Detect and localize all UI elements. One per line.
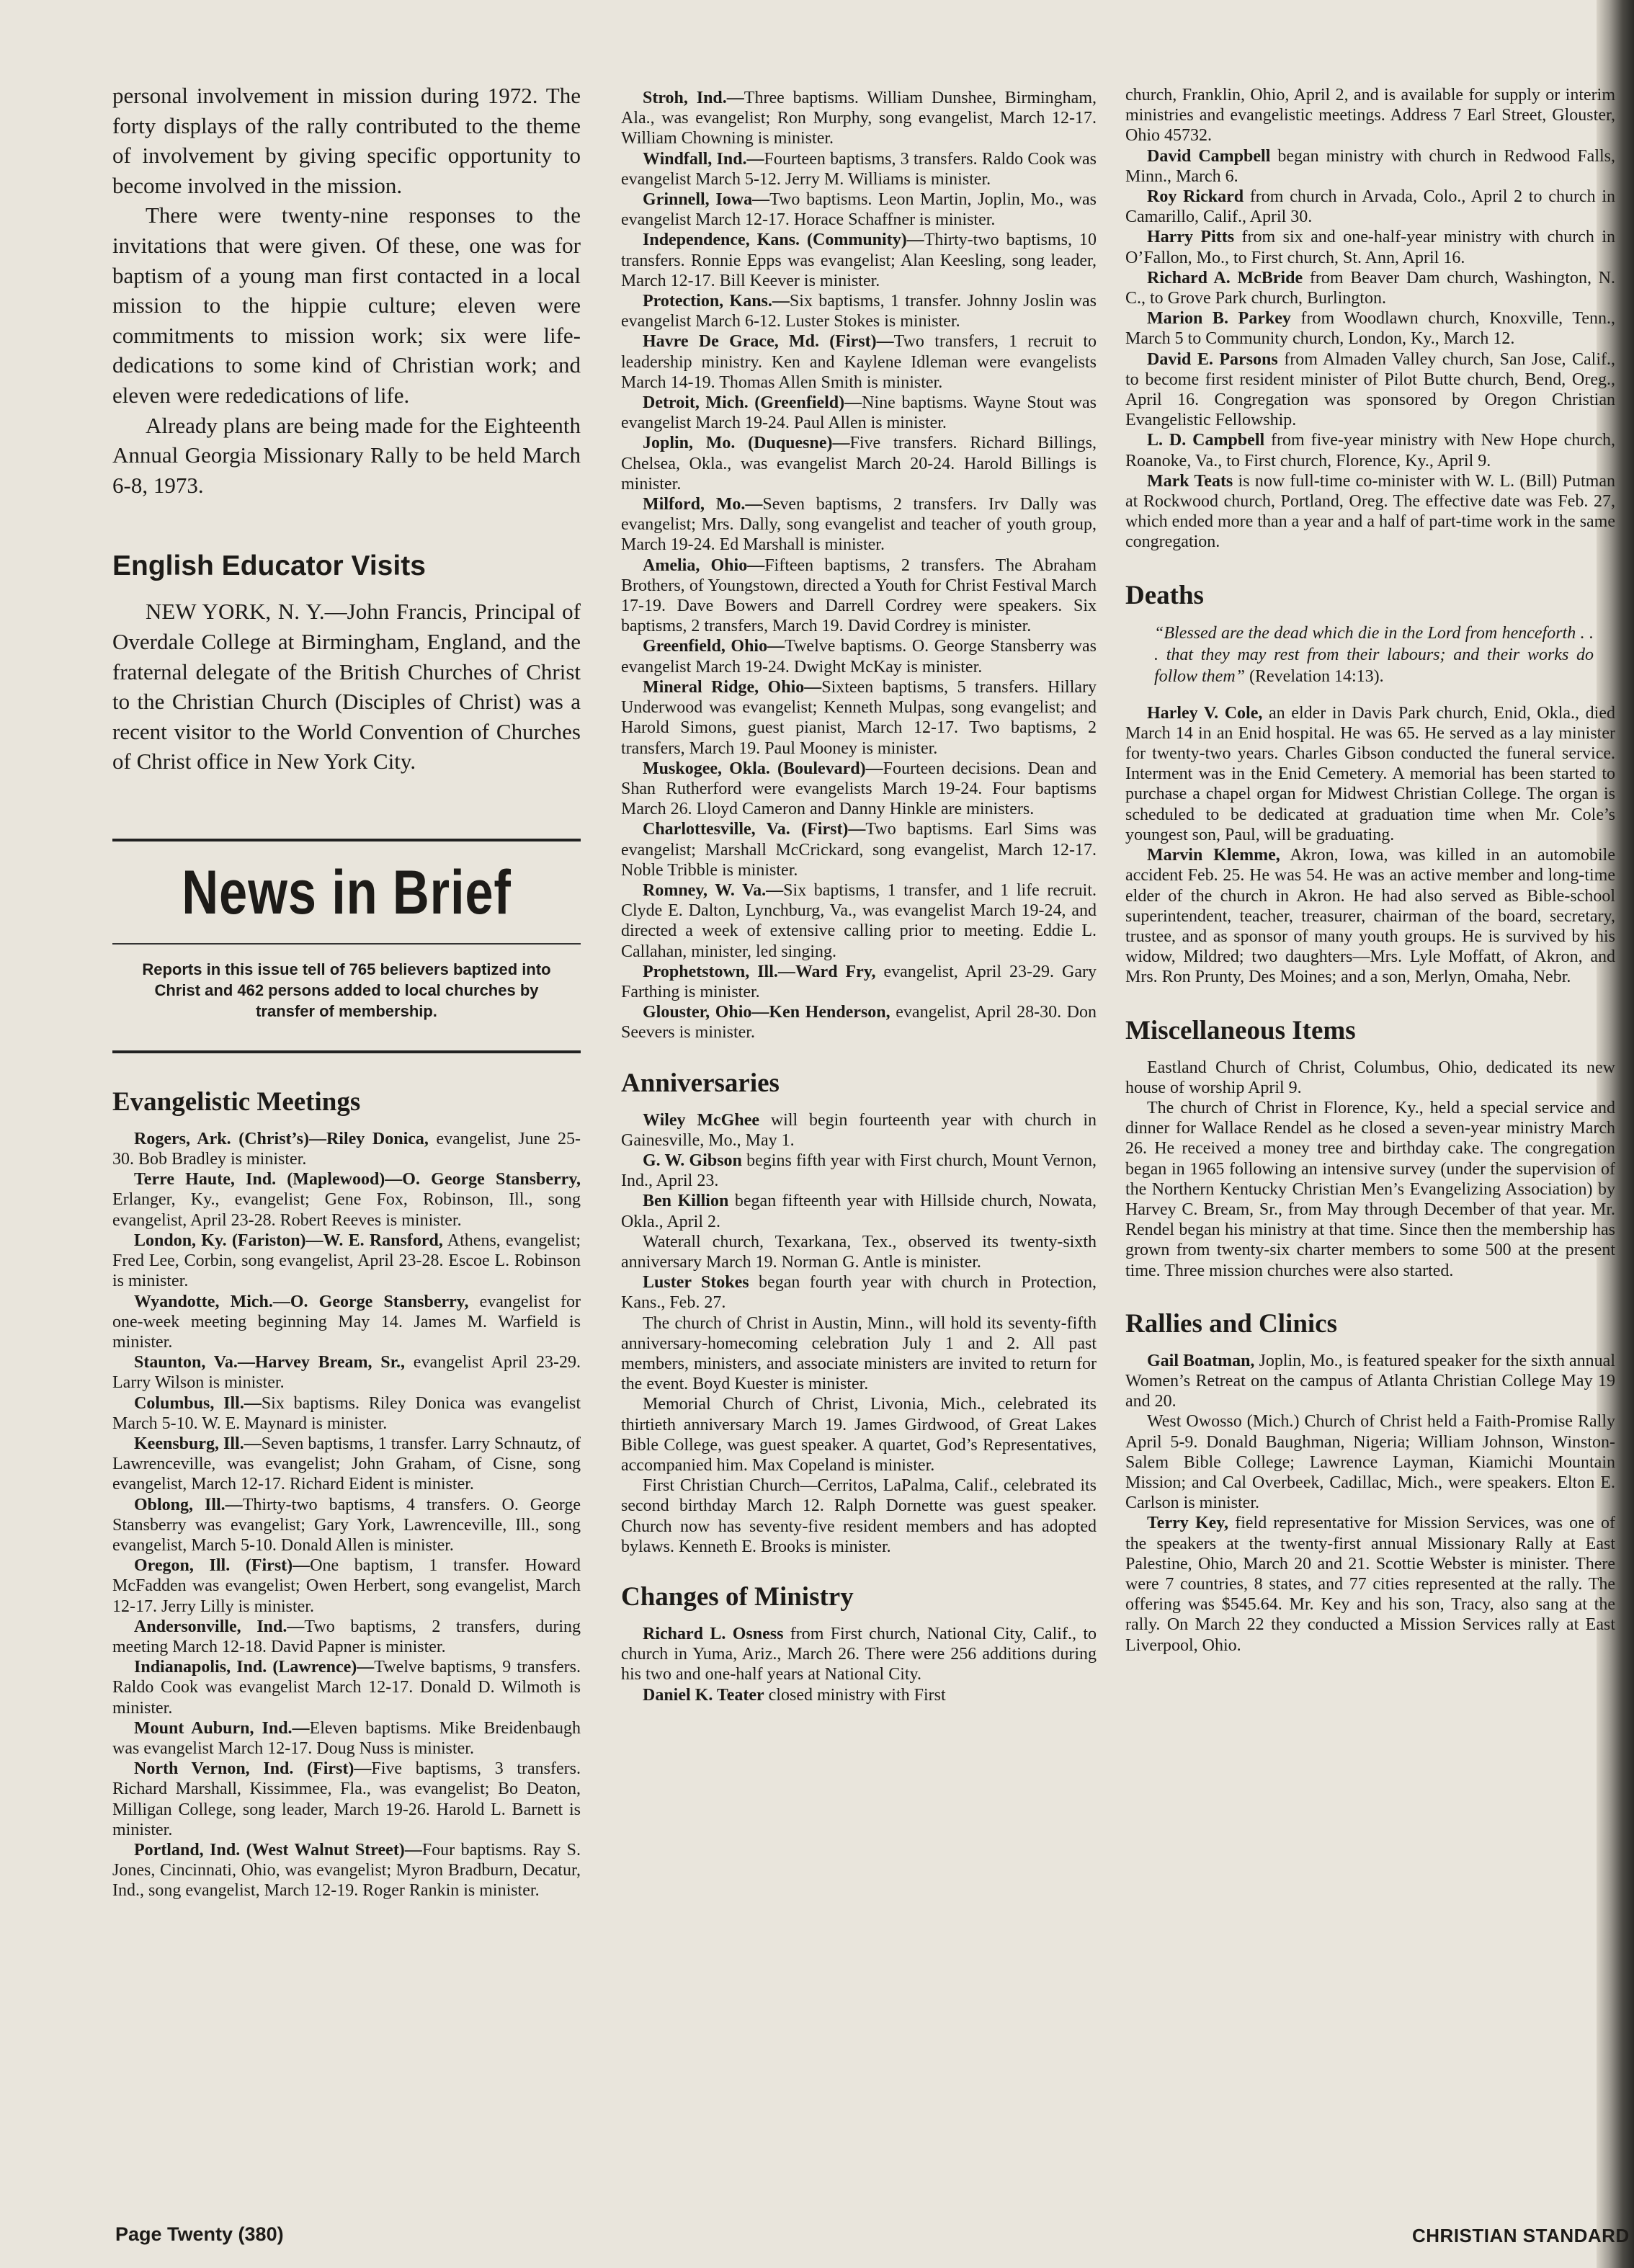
list-item: Amelia, Ohio—Fifteen baptisms, 2 transfers. The Abraham Brothers, of Youngstown, directed a Youth for Christ Festival March 17-19. Dave Bowers and Darrell Cordrey were speakers. Six baptisms, 2 transfers, March 19. David Cordrey is minister. [621,555,1097,636]
miscellaneous-list [1125,1058,1615,1281]
list-item: Portland, Ind. (West Walnut Street)—Four baptisms. Ray S. Jones, Cincinnati, Ohio, was evangelist; Myron Bradburn, Decatur, Ind., song evangelist, March 12-19. Roger Rankin is minister. [112,1840,581,1901]
list-item: Harley V. Cole, an elder in Davis Park church, Enid, Okla., died March 14 in an Enid hospital. He was 65. He served as a lay minister for twenty-two years. Charles Gibson conducted the funeral service. Interment was in the Enid Cemetery. A memorial has been started to purchase a chapel organ for Midwest Christian College. The organ is scheduled to be dedicated at graduation time when Mr. Cole’s youngest son, Paul, will be graduating. [1125,703,1615,844]
list-item: Rogers, Ark. (Christ’s)—Riley Donica, evangelist, June 25-30. Bob Bradley is minister. [112,1129,581,1169]
list-item: Roy Rickard from church in Arvada, Colo., April 2 to church in Camarillo, Calif., April 30. [1125,187,1615,227]
educator-paragraph: NEW YORK, N. Y.—John Francis, Principal of Overdale College at Birmingham, England, and the fraternal delegate of the British Churches of Christ to the Christian Church (Disciples of Christ) was a recent visitor to the World Convention of Churches of Christ office in New York City. [112,599,581,774]
list-item: Greenfield, Ohio—Twelve baptisms. O. George Stansberry was evangelist March 19-24. Dwight McKay is minister. [621,637,1097,677]
list-item: Stroh, Ind.—Three baptisms. William Dunshee, Birmingham, Ala., was evangelist; Ron Murphy, song evangelist, March 12-17. William Chowning is minister. [621,89,1097,148]
list-item: Andersonville, Ind.—Two baptisms, 2 transfers, during meeting March 12-18. David Papner is minister. [112,1617,581,1656]
list-item: Mark Teats is now full-time co-minister with W. L. (Bill) Putman at Rockwood church, Portland, Oreg. The effective date was Feb. 27, which ended more than a year and a half of part-time work in the same congregation. [1125,471,1615,552]
page-number: Page Twenty (380) [115,2223,284,2245]
changes-of-ministry-heading: Changes of Ministry [621,1582,854,1612]
list-item: Waterall church, Texarkana, Tex., observed its twenty-sixth anniversary March 19. Norman G. Antle is minister. [621,1232,1097,1272]
list-item: Terry Key, field representative for Mission Services, was one of the speakers at the twenty-first annual Missionary Rally at East Palestine, Ohio, March 20 and 21. Scottie Webster is minister. There were 7 countries, 8 states, and 77 cities represented at the rally. The offering was $545.64. Mr. Key and his son, Tracy, also sang at the rally. On March 22 they conducted a Mission Services rally at East Liverpool, Ohio. [1125,1514,1616,1655]
list-item: Eastland Church of Christ, Columbus, Ohio, dedicated its new house of worship April 9. [1125,1058,1615,1097]
list-item: Harry Pitts from six and one-half-year ministry with church in O’Fallon, Mo., to First church, St. Ann, April 16. [1125,228,1615,267]
list-item: Marion B. Parkey from Woodlawn church, Knoxville, Tenn., March 5 to Community church, London, Ky., March 12. [1125,309,1615,349]
column-middle [621,85,1097,1705]
educator-heading: English Educator Visits [112,550,426,582]
list-item: G. W. Gibson begins fifth year with First church, Mount Vernon, Ind., April 23. [621,1151,1097,1191]
list-item: Luster Stokes began fourth year with church in Protection, Kans., Feb. 27. [621,1273,1097,1313]
list-item: Wyandotte, Mich.—O. George Stansberry, evangelist for one-week meeting beginning May 14. James M. Warfield is minister. [112,1292,581,1352]
list-item: Havre De Grace, Md. (First)—Two transfers, 1 recruit to leadership ministry. Ken and Kaylene Idleman were evangelists March 14-19. Thomas Allen Smith is minister. [621,332,1097,392]
list-item: Windfall, Ind.—Fourteen baptisms, 3 transfers. Raldo Cook was evangelist March 5-12. Jerry M. Williams is minister. [621,149,1097,189]
list-item: L. D. Campbell from five-year ministry with New Hope church, Roanoke, Va., to First church, Florence, Ky., April 9. [1125,431,1615,470]
middle-rule [112,943,581,945]
list-item: Grinnell, Iowa—Two baptisms. Leon Martin, Joplin, Mo., was evangelist March 12-17. Horace Schaffner is minister. [621,190,1097,230]
news-in-brief-summary: Reports in this issue tell of 765 believers baptized into Christ and 462 persons added to local churches by transfer of membership. [142,960,551,1020]
list-item: Terre Haute, Ind. (Maplewood)—O. George Stansberry, Erlanger, Ky., evangelist; Gene Fox, Robinson, Ill., song evangelist, April 23-28. Robert Reeves is minister. [112,1170,581,1230]
list-item: Muskogee, Okla. (Boulevard)—Fourteen decisions. Dean and Shan Rutherford were evangelists March 19-24. Four baptisms March 26. Lloyd Cameron and Danny Hinkle are ministers. [621,759,1097,819]
rallies-list [1125,1351,1615,1656]
changes-of-ministry-list [621,1624,1097,1705]
scripture-quote: “Blessed are the dead which die in the Lord from henceforth . . . that they may rest from their labours; and their works do follow them” (Revelation 14:13). [1154,623,1594,686]
list-item: Prophetstown, Ill.—Ward Fry, evangelist, April 23-29. Gary Farthing is minister. [621,962,1097,1001]
list-item: Richard L. Osness from First church, National City, Calif., to church in Yuma, Ariz., March 26. There were 256 additions during his two and one-half years at National City. [621,1625,1097,1684]
list-item: Joplin, Mo. (Duquesne)—Five transfers. Richard Billings, Chelsea, Okla., was evangelist March 20-24. Harold Billings is minister. [621,434,1097,494]
rally-paragraph-1: personal involvement in mission during 1972. The forty displays of the rally contributed to the theme of involvement by giving specific opportunity to become involved in the mission. [112,83,581,198]
news-in-brief-box [112,839,581,1053]
list-item: Charlottesville, Va. (First)—Two baptisms. Earl Sims was evangelist; Marshall McCrickard, song evangelist, March 12-17. Noble Tribble is minister. [621,820,1097,880]
anniversaries-list [621,1110,1097,1557]
list-item: North Vernon, Ind. (First)—Five baptisms, 3 transfers. Richard Marshall, Kissimmee, Fla., was evangelist; Bo Deaton, Milligan College, song leader, March 19-26. Harold L. Barnett is minister. [112,1759,581,1839]
publication-name: CHRISTIAN STANDARD [1412,2225,1630,2246]
rally-paragraph-2: There were twenty-nine responses to the invitations that were given. Of these, one was for baptism of a young man first contacted in a local mission to the hippie culture; eleven were commitments to mission work; six were life-dedications to some kind of Christian work; and eleven were rededications of life. [112,202,581,408]
list-item: Gail Boatman, Joplin, Mo., is featured speaker for the sixth annual Women’s Retreat on the campus of Atlanta Christian College May 19 and 20. [1125,1351,1615,1411]
list-item: Marvin Klemme, Akron, Iowa, was killed in an automobile accident Feb. 25. He was 54. He was an active member and long-time elder of the church in Akron. He had also served as Bible-school superintendent, teacher, treasurer, chairman of the board, secretary, trustee, and as sponsor of many youth groups. He is survived by his widow, Mildred; two daughters—Mrs. Lyle Moffatt, of Akron, and Mrs. Ron Prunty, Des Moines; and a son, Merlyn, Omaha, Nebr. [1125,846,1615,987]
list-item: Richard A. McBride from Beaver Dam church, Washington, N. C., to Grove Park church, Burlington. [1125,268,1616,308]
list-item: David E. Parsons from Almaden Valley church, San Jose, Calif., to become first resident minister of Pilot Butte church, Bend, Oreg., April 16. Congregation was sponsored by Oregon Christian Evangelistic Fellowship. [1125,349,1615,430]
list-item: The church of Christ in Florence, Ky., held a special service and dinner for Wallace Rendel as he closed a seven-year ministry March 26. He received a money tree and birthday cake. The congregation began in 1965 following an intensive survey (under the supervision of the Northern Kentucky Christian Men’s Evangelizing Association) by Harvey C. Bream, Sr., from May through December of that year. Mr. Rendel began his ministry at that time. Since then the membership has grown from twenty-six charter members to some 500 at the present time. Three mission churches were also started. [1125,1098,1615,1280]
list-item: Indianapolis, Ind. (Lawrence)—Twelve baptisms, 9 transfers. Raldo Cook was evangelist March 12-17. Donald D. Wilmoth is minister. [112,1658,581,1718]
evangelistic-heading: Evangelistic Meetings [112,1086,361,1117]
list-item: The church of Christ in Austin, Minn., will hold its seventy-fifth anniversary-homecoming celebration July 1 and 2. All past members, ministers, and associate ministers are invited to return for the event. Boyd Kuester is minister. [621,1313,1097,1394]
list-item: Ben Killion began fifteenth year with Hillside church, Nowata, Okla., April 2. [621,1192,1097,1231]
list-item: Wiley McGhee will begin fourteenth year with church in Gainesville, Mo., May 1. [621,1110,1097,1150]
list-item: Oblong, Ill.—Thirty-two baptisms, 4 transfers. O. George Stansberry was evangelist; Gary York, Lawrenceville, Ill., song evangelist, March 5-10. Donald Allen is minister. [112,1495,581,1555]
list-item: Oregon, Ill. (First)—One baptism, 1 transfer. Howard McFadden was evangelist; Owen Herbert, song evangelist, March 12-17. Jerry Lilly is minister. [112,1556,581,1616]
list-item: West Owosso (Mich.) Church of Christ held a Faith-Promise Rally April 5-9. Donald Baughman, Nigeria; William Johnson, Winston-Salem Bible College; Lawrence Layman, Kiamichi Mountain Mission; and Cal Overbeek, Cadillac, Mich., were speakers. Elton E. Carlson is minister. [1125,1412,1615,1513]
list-item: Mineral Ridge, Ohio—Sixteen baptisms, 5 transfers. Hillary Underwood was evangelist; Kenneth Mulpas, song evangelist; and Harold Simons, guest pianist, March 12-17. Two baptisms, 2 transfers, March 19. Paul Mooney is minister. [621,677,1097,758]
list-item: Mount Auburn, Ind.—Eleven baptisms. Mike Breidenbaugh was evangelist March 12-17. Doug Nuss is minister. [112,1718,581,1758]
list-item: Memorial Church of Christ, Livonia, Mich., celebrated its thirtieth anniversary March 19. James Girdwood, of Great Lakes Bible College, was guest speaker. A quartet, God’s Representatives, accompanied him. Max Copeland is minister. [621,1395,1097,1475]
rally-paragraph-3: Already plans are being made for the Eighteenth Annual Georgia Missionary Rally to be held March 6-8, 1973. [112,412,581,498]
list-item: church, Franklin, Ohio, April 2, and is available for supply or interim ministries and evangelistic meetings. Address 7 Earl Street, Glouster, Ohio 45732. [1125,86,1615,146]
list-item: London, Ky. (Fariston)—W. E. Ransford, Athens, evangelist; Fred Lee, Corbin, song evangelist, April 23-28. Escoe L. Robinson is minister. [112,1231,581,1291]
list-item: Protection, Kans.—Six baptisms, 1 transfer. Johnny Joslin was evangelist March 6-12. Luster Stokes is minister. [621,292,1097,331]
list-item: Daniel K. Teater closed ministry with First [643,1685,946,1705]
top-rule [112,839,581,841]
changes-of-ministry-continued [1125,85,1615,553]
list-item: Milford, Mo.—Seven baptisms, 2 transfers. Irv Dally was evangelist; Mrs. Dally, song evangelist and teacher of youth group, March 19-24. Ed Marshall is minister. [621,495,1097,555]
column-left [112,81,581,1901]
rallies-heading: Rallies and Clinics [1125,1308,1337,1339]
news-in-brief-title: News in Brief [182,857,512,927]
list-item: First Christian Church—Cerritos, LaPalma, Calif., celebrated its second birthday March 12. Ralph Dornette was guest speaker. Church now has seventy-five resident members and has adopted bylaws. Kenneth E. Brooks is minister. [621,1476,1097,1556]
evangelistic-list-continued [621,88,1097,1043]
deaths-list [1125,703,1615,988]
anniversaries-heading: Anniversaries [621,1068,780,1098]
list-item: Keensburg, Ill.—Seven baptisms, 1 transfer. Larry Schnautz, of Lawrenceville, was evangelist; John Graham, of Cisne, song evangelist, March 12-17. Richard Eident is minister. [112,1434,581,1494]
column-right [1125,85,1615,1656]
list-item: Independence, Kans. (Community)—Thirty-two baptisms, 10 transfers. Ronnie Epps was evangelist; Alan Keesling, song leader, March 12-17. Bill Keever is minister. [621,231,1097,290]
deaths-heading: Deaths [1125,580,1204,610]
miscellaneous-heading: Miscellaneous Items [1125,1015,1356,1045]
list-item: Staunton, Va.—Harvey Bream, Sr., evangelist April 23-29. Larry Wilson is minister. [112,1353,581,1393]
evangelistic-list [112,1129,581,1901]
list-item: Detroit, Mich. (Greenfield)—Nine baptisms. Wayne Stout was evangelist March 19-24. Paul Allen is minister. [621,393,1097,433]
bottom-rule [112,1050,581,1053]
list-item: David Campbell began ministry with church in Redwood Falls, Minn., March 6. [1125,146,1615,186]
list-item: Romney, W. Va.—Six baptisms, 1 transfer, and 1 life recruit. Clyde E. Dalton, Lynchburg, Va., was evangelist March 19-24, and directed a week of extensive calling prior to meeting. Eddie L. Callahan, minister, led singing. [621,880,1097,961]
list-item: Columbus, Ill.—Six baptisms. Riley Donica was evangelist March 5-10. W. E. Maynard is minister. [112,1393,581,1433]
list-item: Glouster, Ohio—Ken Henderson, evangelist, April 28-30. Don Seevers is minister. [621,1003,1097,1043]
